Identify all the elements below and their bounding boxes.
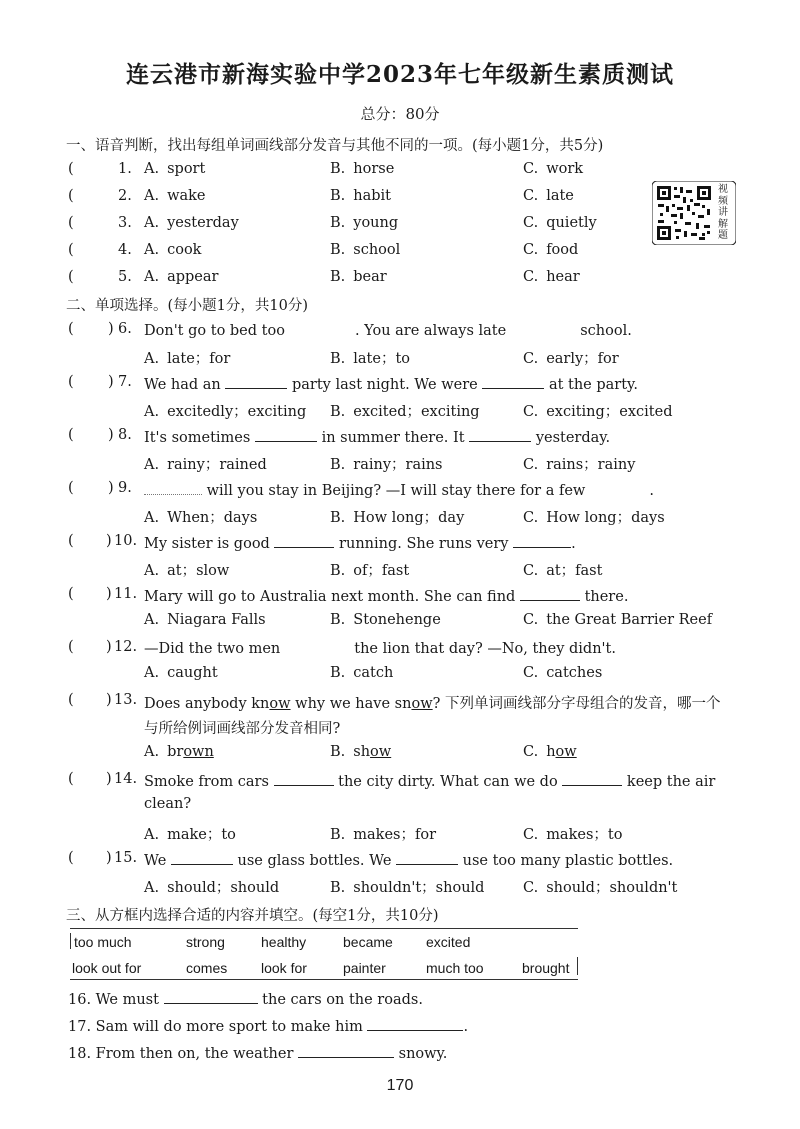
question-15 [68,850,768,872]
question-stem: Does anybody know why we have snow? 下列单词画线部分字母组合的发音，哪一个 [144,696,721,712]
option-b: B. late；to [330,351,411,367]
option-a: A. excitedly；exciting [144,404,307,420]
qr-side-text: 视频讲解题 [718,184,728,241]
option-a: A. make；to [144,827,236,843]
option-b: B. excited；exciting [330,404,480,420]
word-option: much too [426,960,484,976]
question-9 [68,480,768,502]
option-c: C. early；for [523,351,619,367]
option-b: B. habit [330,188,391,204]
option-a: A. late；for [144,351,231,367]
question-12 [68,639,768,661]
option-a: A. yesterday [144,215,239,231]
question-number: 4. [118,242,132,258]
answer-paren-open[interactable]: ( [68,771,74,787]
question-stem: Don't go to bed too . You are always late school. [144,323,632,339]
option-c: C. makes；to [523,827,623,843]
answer-paren-open[interactable]: ( [68,533,74,549]
answer-paren-close: ) [108,427,114,443]
answer-paren-open[interactable]: ( [68,586,74,602]
option-c: C. food [523,242,579,258]
question-stem: We had an party last night. We were at the party. [144,374,638,393]
option-c: C. late [523,188,574,204]
option-c: C. How long；days [523,510,665,526]
word-option: comes [186,960,228,976]
question-number: 3. [118,215,132,231]
option-b: B. Stonehenge [330,612,441,628]
question-number: 14. [114,771,138,787]
answer-paren-open[interactable]: ( [68,480,74,496]
qr-code[interactable] [652,181,736,245]
question-13 [68,692,768,714]
section2-heading: 二、单项选择。(每小题1分，共10分) [66,298,308,314]
answer-paren-open[interactable]: ( [68,269,74,285]
word-option: brought [522,960,570,976]
question-number: 15. [114,850,138,866]
answer-paren-open[interactable]: ( [68,215,74,231]
option-c: C. work [523,161,584,177]
answer-paren-close: ) [106,639,112,655]
word-option: look out for [72,960,142,976]
option-a: A. appear [144,269,219,285]
question-stem: Mary will go to Australia next month. She can find there. [144,586,628,605]
question-number: 6. [118,321,132,337]
answer-paren-open[interactable]: ( [68,161,74,177]
option-b: B. school [330,242,401,258]
question-stem-line2: 与所给例词画线部分发音相同? [144,721,341,737]
option-a: A. caught [144,665,218,681]
answer-paren-open[interactable]: ( [68,374,74,390]
question-number: 13. [114,692,138,708]
option-c: C. at；fast [523,563,603,579]
question-stem: It's sometimes in summer there. It yesterday. [144,427,610,446]
answer-blank[interactable] [298,1043,394,1058]
page-number: 170 [386,1077,414,1094]
option-a: A. Niagara Falls [144,612,266,628]
answer-paren-close: ) [106,586,112,602]
option-c: C. how [523,744,577,760]
option-a: A. brown [144,744,214,760]
total-score: 总分：80分 [360,105,440,123]
option-a: A. should；should [144,880,280,896]
option-b: B. makes；for [330,827,436,843]
question-18: 18. From then on, the weather snowy. [68,1043,447,1062]
answer-paren-close: ) [106,692,112,708]
word-option: look for [261,960,307,976]
question-number: 1. [118,161,132,177]
question-number: 5. [118,269,132,285]
option-c: C. should；shouldn't [523,880,678,896]
word-option: strong [186,934,225,950]
section3-heading: 三、从方框内选择合适的内容并填空。(每空1分，共10分) [66,908,439,924]
answer-paren-close: ) [106,533,112,549]
answer-paren-open[interactable]: ( [68,321,74,337]
question-number: 12. [114,639,138,655]
section1-heading: 一、语音判断，找出每组单词画线部分发音与其他不同的一项。(每小题1分，共5分) [66,138,604,154]
question-8 [68,427,768,449]
question-stem: We use glass bottles. We use too many plastic bottles. [144,850,673,869]
answer-paren-close: ) [106,850,112,866]
option-c: C. the Great Barrier Reef [523,612,713,628]
answer-paren-open[interactable]: ( [68,242,74,258]
question-number: 2. [118,188,132,204]
question-number: 9. [118,480,132,496]
option-a: A. at；slow [144,563,230,579]
option-a: A. cook [144,242,202,258]
page-title: 连云港市新海实验中学2023年七年级新生素质测试 [125,61,674,88]
option-a: A. sport [144,161,206,177]
option-b: B. How long；day [330,510,465,526]
option-c: C. catches [523,665,603,681]
option-b: B. catch [330,665,394,681]
answer-paren-close: ) [106,771,112,787]
answer-blank[interactable] [367,1016,463,1031]
answer-paren-close: ) [108,321,114,337]
word-option: healthy [261,934,307,950]
question-17: 17. Sam will do more sport to make him . [68,1016,468,1035]
word-option: excited [426,934,471,950]
answer-paren-open[interactable]: ( [68,188,74,204]
option-b: B. show [330,744,392,760]
word-option: too much [74,934,132,950]
option-b: B. bear [330,269,387,285]
answer-paren-open[interactable]: ( [68,427,74,443]
option-b: B. of；fast [330,563,410,579]
question-number: 10. [114,533,138,549]
option-b: B. young [330,215,399,231]
question-stem-line2: clean? [144,796,192,812]
option-a: A. When；days [144,510,258,526]
question-number: 7. [118,374,132,390]
word-box [70,928,578,980]
option-c: C. hear [523,269,580,285]
question-number: 8. [118,427,132,443]
question-stem: My sister is good running. She runs very . [144,533,576,552]
word-option: became [343,934,393,950]
option-b: B. horse [330,161,395,177]
answer-paren-open[interactable]: ( [68,639,74,655]
word-option: painter [343,960,386,976]
question-stem: will you stay in Beijing? —I will stay there for a few . [144,480,654,499]
answer-blank[interactable] [164,989,258,1004]
question-10 [68,533,768,555]
question-11 [68,586,768,608]
question-7 [68,374,768,396]
answer-paren-close: ) [108,374,114,390]
question-stem: —Did the two men the lion that day? —No, they didn't. [144,641,616,657]
option-c: C. rains；rainy [523,457,636,473]
option-c: C. exciting；excited [523,404,673,420]
option-a: A. rainy；rained [144,457,267,473]
question-14 [68,771,768,793]
answer-paren-open[interactable]: ( [68,850,74,866]
question-number: 11. [114,586,138,602]
question-stem: Smoke from cars the city dirty. What can we do keep the air [144,771,715,790]
question-6 [68,321,768,343]
answer-paren-open[interactable]: ( [68,692,74,708]
option-c: C. quietly [523,215,597,231]
question-16: 16. We must the cars on the roads. [68,989,423,1008]
answer-paren-close: ) [108,480,114,496]
option-b: B. rainy；rains [330,457,443,473]
option-a: A. wake [144,188,206,204]
option-b: B. shouldn't；should [330,880,485,896]
